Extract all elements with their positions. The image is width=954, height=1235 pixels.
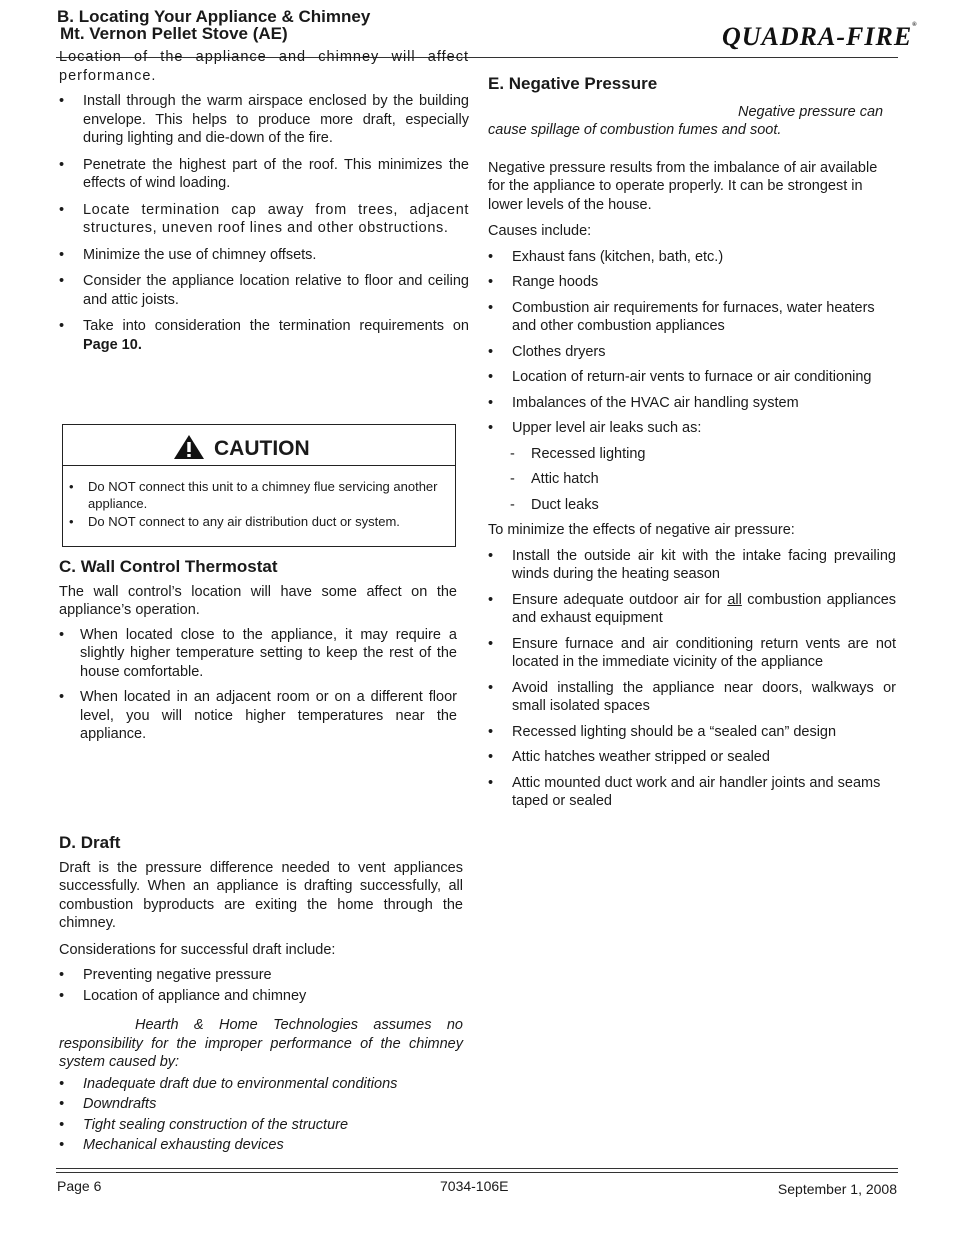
list-item: • Install through the warm airspace enclosed by the building envelope. This helps to produce more draft, especially during lighting and die-down of the fire. [59, 92, 469, 148]
causes-label: Causes include: [488, 223, 592, 239]
list-item: • Ensure furnace and air conditioning return vents are not located in the immediate vicinity of the appliance [488, 635, 896, 672]
notice-list [59, 1075, 463, 1155]
list-item: • Downdrafts [59, 1095, 463, 1114]
list-item: • Consider the appliance location relative to floor and ceiling and attic joists. [59, 272, 469, 309]
considerations-label: Considerations for successful draft include: [59, 941, 336, 958]
doc-number: 7034-106E [440, 1178, 509, 1194]
section-c-heading: C. Wall Control Thermostat [59, 557, 278, 576]
minimize-list [488, 547, 896, 811]
list-item: • Attic hatches weather stripped or sealed [488, 748, 896, 767]
minimize-label: To minimize the effects of negative air pressure: [488, 522, 795, 538]
section-d [59, 834, 463, 1155]
considerations-list [59, 966, 463, 1005]
section-c-intro: The wall control’s location will have some affect on the appliance’s operation. [59, 583, 457, 618]
caution-list [69, 478, 449, 531]
section-b-heading: B. Locating Your Appliance & Chimney [57, 7, 371, 26]
list-item: • Minimize the use of chimney offsets. [59, 246, 469, 265]
section-d-heading: D. Draft [59, 833, 121, 852]
list-item: • Location of return-air vents to furnace or air conditioning [488, 368, 896, 387]
negative-pressure-warning: Negative pressure can cause spillage of combustion fumes and soot. [488, 103, 884, 138]
page-number: Page 6 [57, 1178, 102, 1194]
list-item: • Do NOT connect this unit to a chimney flue servicing another appliance. [69, 478, 449, 512]
list-item: • Take into consideration the termination requirements on Page 10. [59, 317, 469, 354]
sub-causes-list [488, 445, 896, 515]
section-c-bullets [59, 626, 457, 744]
list-item: • Upper level air leaks such as: [488, 419, 896, 438]
section-c [59, 558, 457, 744]
list-item: • Combustion air requirements for furnaces, water heaters and other combustion appliances [488, 299, 896, 336]
list-item: • Avoid installing the appliance near doors, walkways or small isolated spaces [488, 679, 896, 716]
caution-box [62, 424, 456, 547]
section-b-intro: Location of the appliance and chimney will affect performance. [59, 49, 469, 84]
list-item: • Inadequate draft due to environmental conditions [59, 1075, 463, 1094]
notice-text: Hearth & Home Technologies assumes no responsibility for the improper performance of the chimney system caused by: [59, 1017, 463, 1070]
list-item: • Ensure adequate outdoor air for all combustion appliances and exhaust equipment [488, 591, 896, 628]
list-item: • Range hoods [488, 273, 896, 292]
causes-list [488, 248, 896, 438]
section-e-intro: Negative pressure results from the imbalance of air available for the appliance to operate properly. It can be strongest in lower levels of the house. [488, 159, 878, 213]
brand-logo: QUADRA-FIRE® [722, 22, 918, 51]
list-item: • Exhaust fans (kitchen, bath, etc.) [488, 248, 896, 267]
list-item: - Duct leaks [488, 496, 896, 515]
list-item: • Locate termination cap away from trees, adjacent structures, uneven roof lines and other obstructions. [59, 201, 469, 238]
list-item: • Mechanical exhausting devices [59, 1136, 463, 1155]
header-title: Mt. Vernon Pellet Stove (AE) [60, 24, 288, 43]
list-item: • When located close to the appliance, it may require a slightly higher temperature setting to keep the rest of the house comfortable. [59, 626, 457, 682]
page-reference: Page 10. [83, 336, 142, 353]
list-item: • Tight sealing construction of the structure [59, 1116, 463, 1135]
doc-date: September 1, 2008 [777, 1181, 897, 1197]
list-item: - Recessed lighting [488, 445, 896, 464]
list-item: • Clothes dryers [488, 343, 896, 362]
footer-rule [56, 1168, 898, 1173]
section-b-bullets [59, 92, 469, 354]
caution-title: CAUTION [214, 437, 310, 460]
list-item: • Attic mounted duct work and air handler joints and seams taped or sealed [488, 774, 896, 811]
list-item: • Location of appliance and chimney [59, 987, 463, 1006]
list-item: • Penetrate the highest part of the roof. This minimizes the effects of wind loading. [59, 156, 469, 193]
list-item: • Imbalances of the HVAC air handling system [488, 394, 896, 413]
list-item: - Attic hatch [488, 470, 896, 489]
list-item: • Recessed lighting should be a “sealed can” design [488, 723, 896, 742]
warning-triangle-icon [173, 434, 205, 460]
emphasis-all: all [727, 591, 742, 608]
list-item: • Preventing negative pressure [59, 966, 463, 985]
list-item: • When located in an adjacent room or on a different floor level, you will notice higher temperatures near the appliance. [59, 688, 457, 744]
list-item: • Do NOT connect to any air distribution duct or system. [69, 513, 449, 530]
section-d-intro: Draft is the pressure difference needed to vent appliances successfully. When an appliance is drafting successfully, all combustion byproducts are exiting the home through the chimney. [59, 859, 463, 931]
caution-header [63, 425, 455, 466]
section-e [488, 75, 896, 811]
section-e-heading: E. Negative Pressure [488, 74, 658, 93]
list-item: • Install the outside air kit with the intake facing prevailing winds during the heating season [488, 547, 896, 584]
